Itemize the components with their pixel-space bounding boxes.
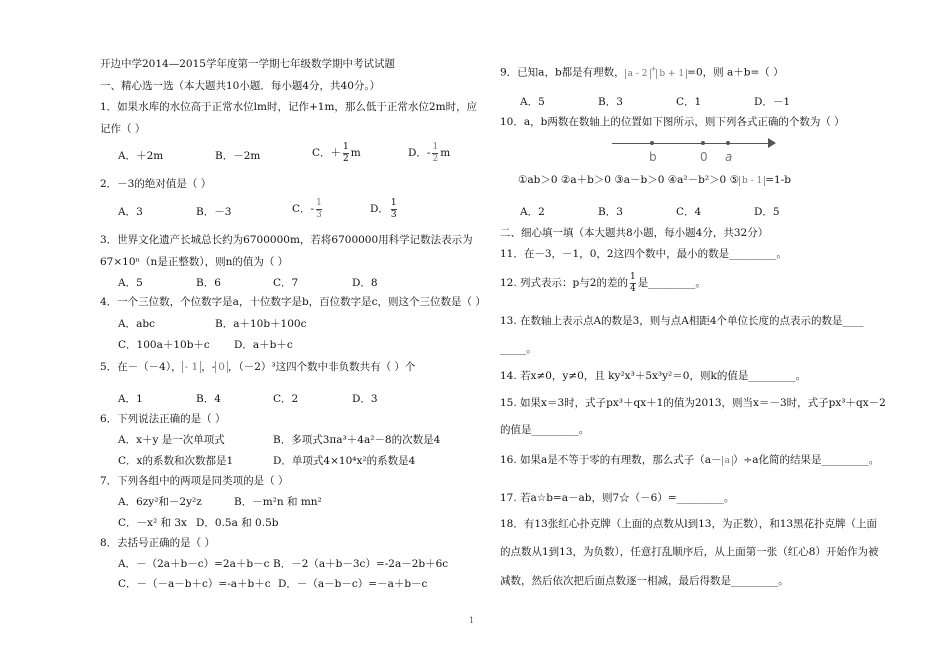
absolute-value-b-plus-1: b + 1: [656, 69, 687, 79]
q10-option-a: A．2: [520, 206, 545, 218]
q8-option-c: C．－（－a－b＋c）=-a＋b＋c: [118, 578, 271, 590]
question-6: 6．下列说法正确的是（ ）: [100, 413, 226, 425]
q9-option-b: B．3: [598, 96, 623, 108]
number-line-diagram: [612, 138, 777, 168]
q4-option-b: B．a＋10b＋100c: [215, 318, 307, 330]
q5-option-a: A．1: [118, 393, 143, 405]
q2-option-b: B．－3: [196, 206, 232, 218]
q8-option-a: A．－（2a＋b－c）=2a＋b－c: [118, 558, 270, 570]
fraction-one-half: $\frac{1}{2}$: [432, 142, 439, 164]
question-18-line-3: 减数，然后依次把后面点数逐一相减，最后得数是_________。: [500, 575, 789, 587]
section-two-header: 二、细心填一填（本大题共8小题，每小题4分，共32分）: [500, 227, 769, 239]
q3-option-a: A．5: [118, 277, 143, 289]
q10-option-b: B．3: [598, 206, 623, 218]
q5-option-d: D．3: [352, 393, 378, 405]
question-13-line-2: _____。: [500, 343, 537, 355]
question-11: 11．在－3，－1，0，2这四个数中，最小的数是_________。: [500, 248, 787, 260]
question-12: 12. 列式表示：p与2的差的 $\frac{1}{4}$ 是_________。: [500, 272, 706, 294]
section-one-header: 一、精心选一选（本大题共10小题．每小题4分，共40分。）: [100, 80, 381, 92]
q7-option-b: B．－m²n 和 mn²: [234, 496, 322, 508]
q1-option-d-label: D．-: [408, 147, 431, 160]
q8-option-d: D．－（a－b－c）=－a＋b－c: [278, 578, 428, 590]
question-9: 9．已知a，b都是有理数， a - 2 + b + 1 =0，则 a＋b=（ ）: [500, 65, 784, 79]
number-line-point-a: [726, 141, 730, 145]
question-15-line-1: 15. 如果x＝3时，式子px³＋qx＋1的值为2013，则当x＝－3时，式子px³＋qx－2: [500, 397, 886, 409]
q3-option-c: C．7: [273, 277, 299, 289]
q10-option-c: C．4: [676, 206, 702, 218]
absolute-value-b-minus-1: b - 1: [739, 176, 765, 186]
question-16: 16. 如果a是不等于零的有理数，那么式子（a－ a ）÷a化简的结果是_________。: [500, 454, 880, 466]
question-3-line-2: 67×10ⁿ（n是正整数），则n的值为（ ）: [100, 256, 289, 268]
question-3-line-1: 3．世界文化遗产长城总长约为6700000m，若将6700000用科学记数法表示为: [100, 234, 473, 246]
q1-option-c-label: C．＋: [312, 147, 342, 160]
absolute-value-neg-one: - 1: [182, 361, 202, 373]
q2-option-d: D． $\frac{1}{3}$: [370, 198, 397, 220]
number-line-point-b: [650, 141, 654, 145]
question-13-line-1: 13. 在数轴上表示点A的数是3，则与点A相距4个单位长度的点表示的数是____: [500, 315, 864, 327]
q4-option-a: A．abc: [118, 318, 155, 330]
page-number: 1: [469, 616, 475, 625]
q7-option-d: D．0.5a 和 0.5b: [196, 517, 279, 529]
question-18-line-2: 的点数从1到13，为负数），任意打乱顺序后，从上面第一张（红心8）开始作为被: [500, 546, 879, 558]
q7-option-c: C．－x² 和 3x: [118, 517, 187, 529]
q5-option-c: C．2: [273, 393, 299, 405]
question-10: 10．a，b两数在数轴上的位置如下图所示，则下列各式正确的个数为（ ）: [500, 116, 845, 128]
fraction-one-half: $\frac{1}{2}$: [343, 142, 349, 164]
q6-option-a: A．x＋y 是一次单项式: [118, 434, 225, 446]
q7-option-a: A．6zy²和－2y²z: [118, 496, 202, 508]
question-7: 7．下列各组中的两项是同类项的是（ ）: [100, 475, 289, 487]
absolute-value-a-minus-2: a - 2: [625, 69, 651, 79]
q9-option-a: A．5: [520, 96, 545, 108]
number-line-label-b: b: [649, 150, 657, 164]
number-line-label-0: 0: [700, 150, 708, 164]
q3-option-b: B．6: [196, 277, 221, 289]
q8-option-b: B．－2（a＋b－3c）=-2a－2b＋6c: [273, 558, 449, 570]
fraction-one-third: $\frac{1}{3}$: [316, 198, 322, 220]
question-8: 8．去括号正确的是（ ）: [100, 537, 216, 549]
q1-option-d: D．- $\frac{1}{2}$ m: [408, 142, 451, 164]
number-line-axis: [612, 143, 770, 144]
exam-title: 开边中学2014—2015学年度第一学期七年级数学期中考试试题: [100, 58, 395, 70]
question-18-line-1: 18．有13张红心扑克牌（上面的点数从l到13，为正数），和13黑花扑克牌（上面: [500, 518, 878, 530]
q2-option-c: C．- $\frac{1}{3}$: [292, 198, 322, 220]
fraction-one-quarter: $\frac{1}{4}$: [629, 272, 636, 294]
number-line-point-0: [701, 141, 705, 145]
q3-option-d: D．8: [352, 277, 378, 289]
q4-option-d: D．a＋b＋c: [234, 339, 293, 351]
question-5: 5．在－（－4）， - 1 ，- 0 ，（－2）³这四个数中非负数共有（ ）个: [100, 361, 416, 373]
q1-option-b: B．－2m: [215, 150, 261, 162]
q6-option-b: B．多项式3πa³＋4a²－8的次数是4: [273, 434, 441, 446]
q10-statements: ①ab＞0 ②a＋b＞0 ③a－b＞0 ④a²－b²＞0 ⑤ b - 1 =1-b: [518, 174, 791, 186]
absolute-value-zero: 0: [215, 361, 228, 373]
q9-option-c: C．1: [676, 96, 702, 108]
question-4: 4．一个三位数，个位数字是a，十位数字是b，百位数字是c，则这个三位数是（ ）: [100, 296, 486, 308]
fraction-one-third: $\frac{1}{3}$: [390, 198, 397, 220]
question-2: 2．－3的绝对值是（ ）: [100, 178, 212, 190]
q1-option-a: A．＋2m: [118, 150, 164, 162]
q6-option-d: D．单项式4×10⁴x²的系数是4: [273, 455, 416, 467]
question-14: 14. 若x≠0，y≠0，且 ky²x³＋5x³y²＝0，则k的值是_________。: [500, 370, 807, 382]
q1-option-c: C．＋ $\frac{1}{2}$ m: [312, 142, 361, 164]
q5-option-b: B．4: [196, 393, 221, 405]
question-1-line-1: 1．如果水库的水位高于正常水位lm时，记作+1m，那么低于正常水位2m时，应: [100, 101, 478, 113]
q9-option-d: D．－1: [754, 96, 791, 108]
question-1-line-2: 记作（ ）: [100, 123, 146, 135]
question-17: 17. 若a☆b=a－ab，则7☆（－6）=_________。: [500, 492, 735, 504]
q4-option-c: C．100a＋10b＋c: [118, 339, 210, 351]
number-line-label-a: a: [725, 150, 733, 164]
number-line-arrow-icon: [768, 138, 776, 148]
question-15-line-2: 的值是_________。: [500, 424, 590, 436]
q6-option-c: C．x的系数和次数都是1: [118, 455, 234, 467]
q2-option-a: A．3: [118, 206, 143, 218]
absolute-value-a: a: [722, 456, 733, 466]
q10-option-d: D．5: [754, 206, 780, 218]
